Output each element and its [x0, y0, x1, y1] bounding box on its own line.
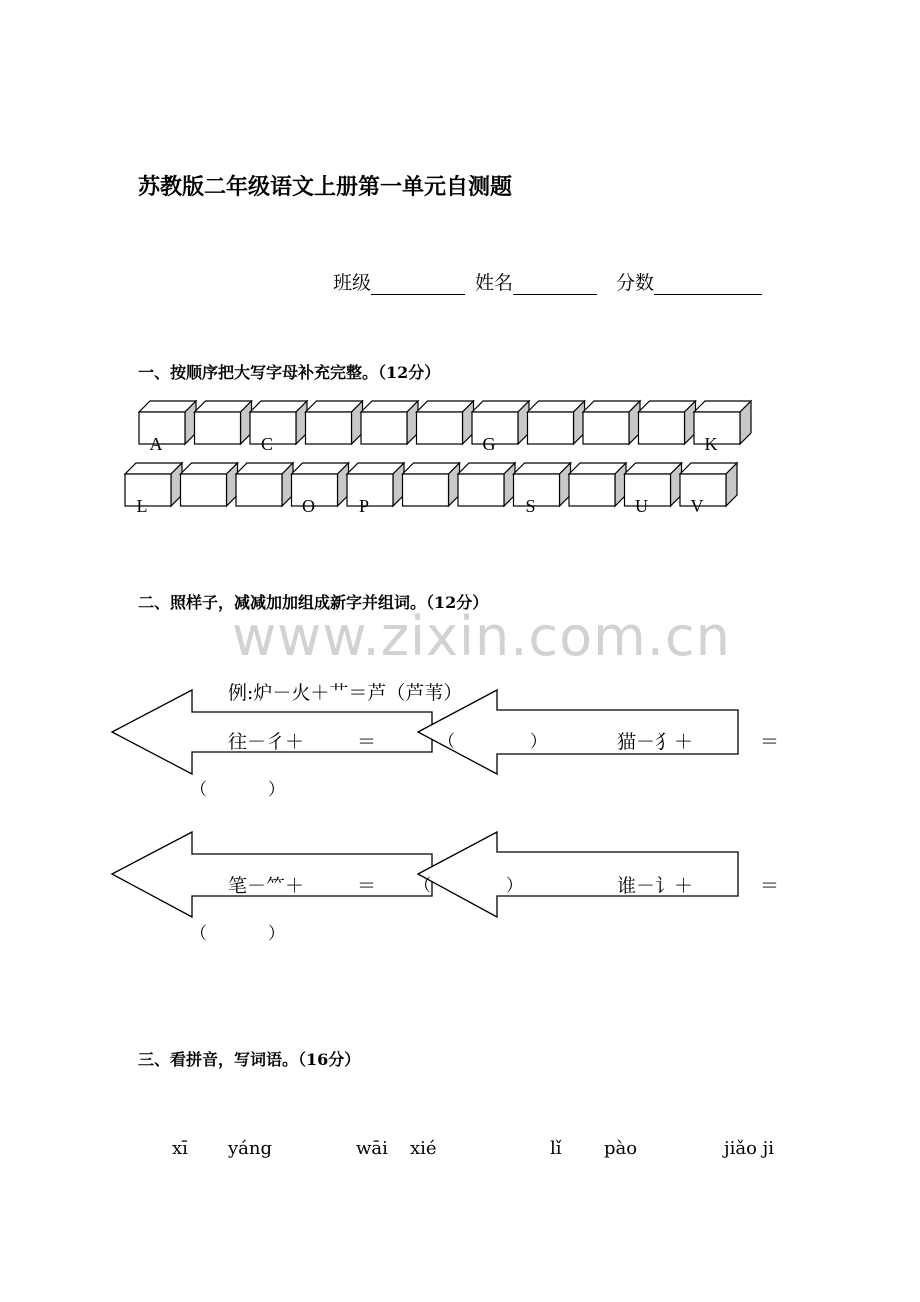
- paren-open-1: （: [438, 732, 455, 752]
- cube-letter: P: [358, 496, 370, 516]
- exercise-2: 猫－犭＋: [617, 731, 694, 753]
- cube-letter: G: [482, 434, 496, 454]
- equals-4: ＝: [760, 875, 780, 897]
- paren-open-3: （: [414, 876, 431, 896]
- exercise-4: 谁－讠＋: [617, 875, 694, 897]
- cube-letter: O: [302, 496, 315, 516]
- section-1-heading: 一、按顺序把大写字母补充完整。（12分）: [138, 363, 441, 382]
- paren-close-2: ）: [268, 780, 285, 800]
- pinyin-3: wāi: [356, 1138, 388, 1159]
- equals-3: ＝: [357, 875, 377, 897]
- section-2-heading: 二、照样子，减减加加组成新字并组词。（12分）: [138, 593, 489, 612]
- paren-open-4: （: [190, 924, 207, 944]
- pinyin-2: yáng: [228, 1138, 273, 1159]
- pinyin-7: jiǎo ji: [724, 1138, 774, 1159]
- pinyin-4: xié: [410, 1138, 437, 1159]
- paren-close-4: ）: [268, 924, 285, 944]
- cube-letter: V: [690, 496, 704, 516]
- cube-letter: A: [149, 434, 163, 454]
- paren-open-2: （: [190, 780, 207, 800]
- paren-close-3: ）: [506, 876, 523, 896]
- score-label: 分数: [616, 272, 655, 294]
- pinyin-1: xī: [172, 1138, 188, 1159]
- cube-letter: C: [260, 434, 274, 454]
- example-line: 例:炉－火＋艹＝芦（芦苇）: [228, 682, 463, 704]
- cube-letter: S: [525, 496, 536, 516]
- class-label: 班级: [333, 272, 372, 294]
- watermark: www.zixin.com.cn: [232, 605, 731, 668]
- section-3-heading: 三、看拼音，写词语。（16分）: [138, 1050, 361, 1069]
- cube-letter: L: [136, 496, 148, 516]
- paren-close-1: ）: [530, 732, 547, 752]
- pinyin-6: pào: [604, 1138, 638, 1159]
- page-title: 苏教版二年级语文上册第一单元自测题: [138, 174, 513, 200]
- cube-letter: K: [704, 434, 718, 454]
- name-label: 姓名: [475, 272, 514, 294]
- pinyin-5: lǐ: [550, 1138, 562, 1159]
- equals-2: ＝: [760, 731, 780, 753]
- cube-letter: U: [635, 496, 648, 516]
- exercise-3: 笔－⺮＋: [228, 875, 305, 897]
- equals-1: ＝: [357, 731, 377, 753]
- exercise-1: 往－彳＋: [228, 731, 305, 753]
